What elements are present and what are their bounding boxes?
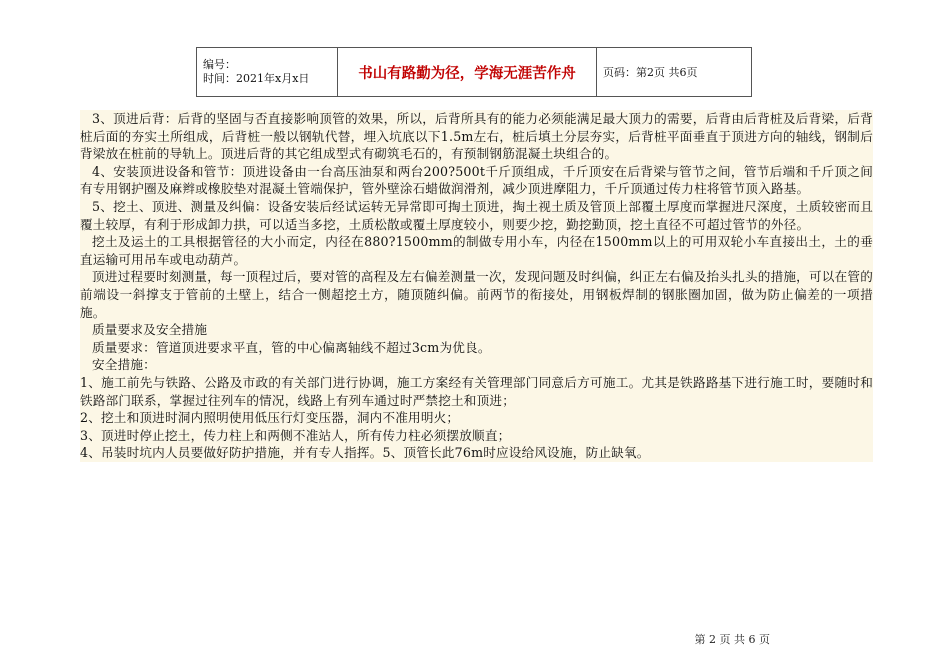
section-heading-quality-safety: 质量要求及安全措施 bbox=[92, 322, 208, 338]
paragraph-jacking-backstop: 3、顶进后背：后背的坚固与否直接影响顶管的效果，所以，后背所具有的能力必须能满足最大顶力的需要，后背由后背桩及后背梁，后背桩后面的夯实土所组成，后背桩一般以钢轨代替，埋入坑底以下1.5m左右，桩后填土分层夯实，后背桩平面垂直于顶进方向的轴线，钢制后背梁放在桩前的导轨上。顶进后背的其它组成型式有砌筑毛石的，有预制钢筋混凝土块组合的。 bbox=[80, 111, 873, 162]
page-footer: 第 2 页 共 6 页 bbox=[694, 633, 770, 646]
safety-item-4: 4、吊装时坑内人员要做好防护措施，并有专人指挥。5、顶管长此76m时应设给风设施，防止缺氧。 bbox=[80, 445, 650, 461]
safety-measures-heading: 安全措施： bbox=[92, 357, 156, 373]
paragraph-measurement: 顶进过程要时刻测量，每一顶程过后，要对管的高程及左右偏差测量一次，发现问题及时纠偏，纠正左右偏及抬头扎头的措施，可以在管的前端设一斜撑支于管前的土壁上，结合一侧超挖土方，随顶随纠偏。前两节的衔接处，用钢板焊制的钢胀圈加固，做为防止偏差的一项措施。 bbox=[80, 269, 873, 320]
page-header-table bbox=[196, 47, 752, 97]
header-page-number: 页码：第2页 共6页 bbox=[597, 48, 752, 97]
document-body bbox=[80, 110, 873, 462]
paragraph-quality-requirement: 质量要求：管道顶进要求平直，管的中心偏离轴线不超过3cm为优良。 bbox=[92, 339, 491, 355]
paragraph-install-equipment: 4、安装顶进设备和管节：顶进设备由一台高压油泵和两台200?500t千斤顶组成，千斤顶安在后背梁与管节之间，管节后端和千斤顶之间有专用钢护圈及麻辫或橡胶垫对混凝土管端保护，管外壁涂石蜡做润滑剂，减少顶进摩阻力，千斤顶通过传力柱将管节顶入路基。 bbox=[80, 163, 873, 197]
safety-item-1: 1、施工前先与铁路、公路及市政的有关部门进行协调，施工方案经有关管理部门同意后方可施工。尤其是铁路路基下进行施工时，要随时和铁路部门联系，掌握过往列车的情况，线路上有列车通过时严禁挖土和顶进； bbox=[80, 374, 873, 408]
header-meta-cell bbox=[197, 48, 338, 97]
paragraph-soil-transport: 挖土及运土的工具根据管径的大小而定，内径在880?1500mm的制做专用小车，内径在1500mm以上的可用双轮小车直接出土，土的垂直运输可用吊车或电动葫芦。 bbox=[80, 234, 873, 267]
safety-item-2: 2、挖土和顶进时洞内照明使用低压行灯变压器，洞内不准用明火； bbox=[80, 410, 460, 426]
document-date-label: 时间：2021年x月x日 bbox=[203, 72, 310, 85]
document-number-label: 编号： bbox=[203, 58, 236, 71]
safety-item-3: 3、顶进时停止挖土，传力柱上和两侧不准站人，所有传力柱必须摆放顺直； bbox=[80, 427, 511, 443]
header-motto: 书山有路勤为径，学海无涯苦作舟 bbox=[338, 48, 597, 97]
paragraph-excavation-jacking: 5、挖土、顶进、测量及纠偏：设备安装后经试运转无异常即可掏土顶进，掏土视土质及管顶上部覆土厚度而掌握进尺深度，土质较密而且覆土较厚，有利于形成卸力拱，可以适当多挖，土质松散或覆土厚度较小，则要少挖，勤挖勤顶，挖土直径不可超过管节的外径。 bbox=[80, 198, 873, 232]
